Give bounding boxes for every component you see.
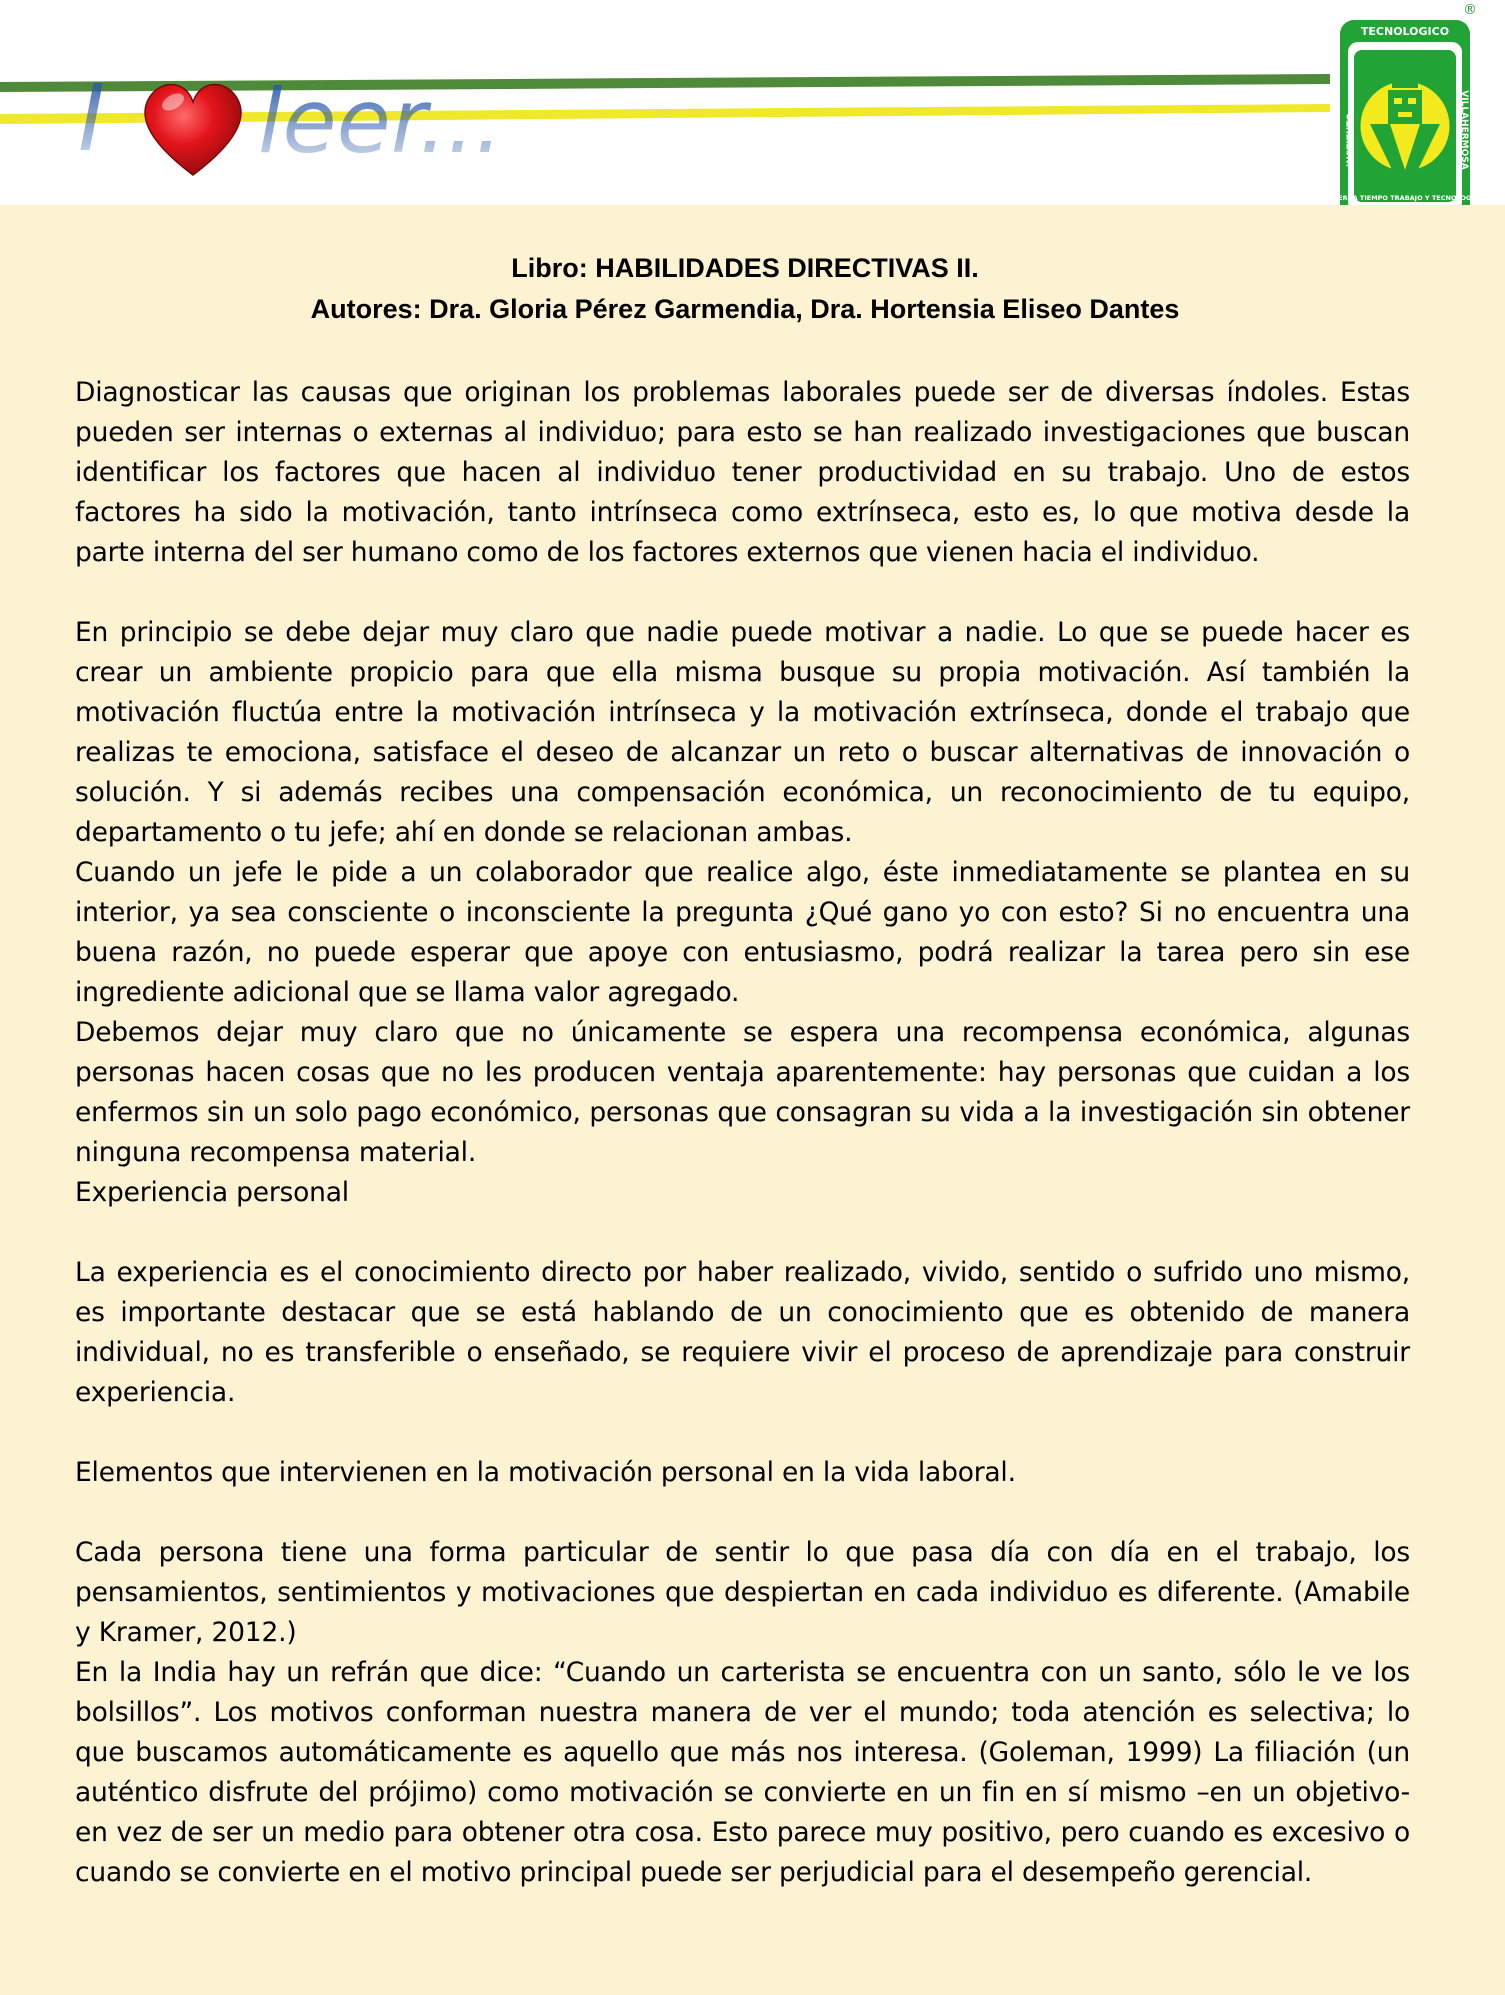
paragraph: En la India hay un refrán que dice: “Cuando un carterista se encuentra con un santo, sólo le ve los bolsillos”. Los motivos conforman nuestra manera de ver el mundo; toda atención es selectiva; lo que buscamos automáticamente es aquello que más nos interesa. (Goleman, 1999) La filiación (un auténtico disfrute del prójimo) como motivación se convierte en un fin en sí mismo –en un objetivo- en vez de ser un medio para obtener otra cosa. Esto parece muy positivo, pero cuando es excesivo o cuando se convierte en el motivo principal puede ser perjudicial para el desempeño gerencial. (75, 1657, 1410, 1888)
heart-icon (145, 85, 241, 176)
paragraph: Cada persona tiene una forma particular de sentir lo que pasa día con día en el trabajo, los pensamientos, sentimientos y motivaciones que despiertan en cada individuo es diferente. (Amabile y Kramer, 2012.) (75, 1537, 1410, 1648)
banner-graphic (0, 0, 1505, 205)
document-body (75, 373, 1410, 1893)
banner-word-leer: leer... (258, 70, 503, 173)
logo-text-left: INSTITUTO (1346, 112, 1356, 168)
green-stripe (0, 74, 1330, 92)
paragraph: Cuando un jefe le pide a un colaborador que realice algo, éste inmediatamente se plantea en su interior, ya sea consciente o inconsciente la pregunta ¿Qué gano yo con esto? Si no encuentra una buena razón, no puede esperar que apoye con entusiasmo, podrá realizar la tarea pero sin ese ingrediente adicional que se llama valor agregado. (75, 857, 1410, 1008)
logo-text-top: TECNOLOGICO (1360, 25, 1450, 38)
banner-word-i: I (78, 65, 106, 172)
paragraph: La experiencia es el conocimiento directo por haber realizado, vivido, sentido o sufrido uno mismo, es importante destacar que se está hablando de un conocimiento que es obtenido de manera individual, no es transferible o enseñado, se requiere vivir el proceso de aprendizaje para construir experiencia. (75, 1257, 1410, 1408)
book-authors: Autores: Dra. Gloria Pérez Garmendia, Dra. Hortensia Eliseo Dantes (310, 294, 1180, 324)
page-header (0, 0, 1505, 205)
paragraph: Debemos dejar muy claro que no únicamente se espera una recompensa económica, algunas personas hacen cosas que no les producen ventaja aparentemente: hay personas que cuidan a los enfermos sin un solo pago económico, personas que consagran su vida a la investigación sin obtener ninguna recompensa material. (75, 1017, 1410, 1168)
section-heading: Experiencia personal (75, 1177, 349, 1208)
institute-logo (1331, 2, 1478, 228)
paragraph: En principio se debe dejar muy claro que nadie puede motivar a nadie. Lo que se puede hacer es crear un ambiente propicio para que ella misma busque su propia motivación. Así también la motivación fluctúa entre la motivación intrínseca y la motivación extrínseca, donde el trabajo que realizas te emociona, satisface el deseo de alcanzar un reto o buscar alternativas de innovación o solución. Y si además recibes una compensación económica, un reconocimiento de tu equipo, departamento o tu jefe; ahí en donde se relacionan ambas. (75, 617, 1410, 848)
logo-text-ring: TIERRA TIEMPO TRABAJO Y TECNOLOGIA (1331, 194, 1479, 202)
registered-mark: ® (1463, 2, 1477, 18)
paragraph: Elementos que intervienen en la motivación personal en la vida laboral. (75, 1457, 1016, 1488)
logo-text-right: VILLAHERMOSA (1459, 90, 1469, 170)
paragraph: Diagnosticar las causas que originan los problemas laborales puede ser de diversas índoles. Estas pueden ser internas o externas al individuo; para esto se han realizado investigaciones que buscan identificar los factores que hacen al individuo tener productividad en su trabajo. Uno de estos factores ha sido la motivación, tanto intrínseca como extrínseca, esto es, lo que motiva desde la parte interna del ser humano como de los factores externos que vienen hacia el individuo. (75, 377, 1410, 568)
document-title-block (0, 248, 1490, 330)
book-title: Libro: HABILIDADES DIRECTIVAS II. (511, 253, 979, 283)
